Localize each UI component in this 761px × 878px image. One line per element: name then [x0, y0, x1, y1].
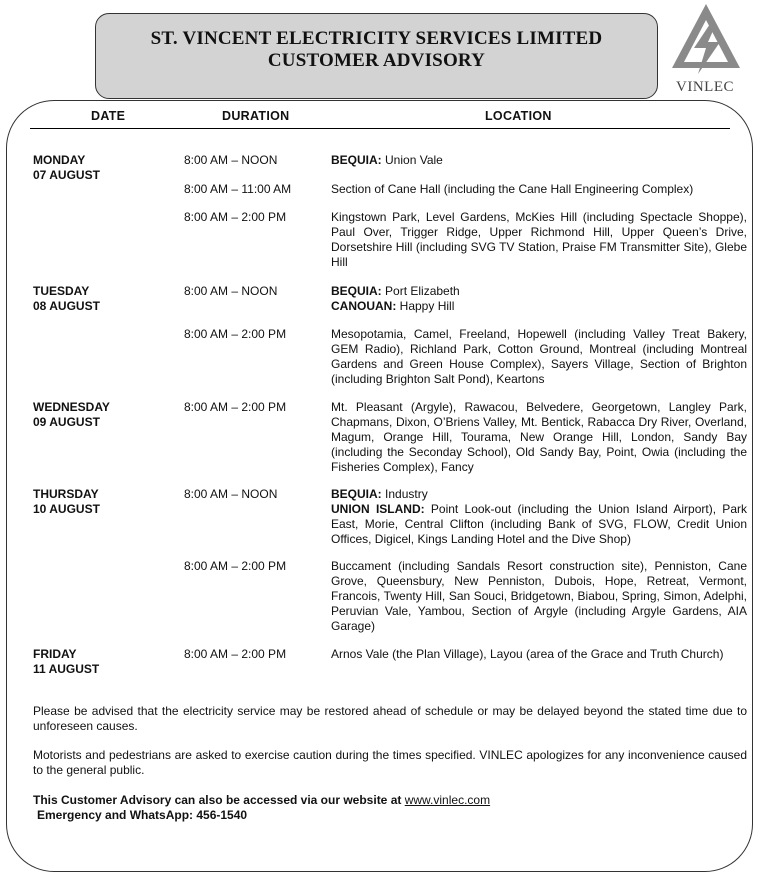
column-header-date: DATE	[91, 109, 126, 123]
duration-monday-2: 8:00 AM – 11:00 AM	[184, 182, 292, 196]
duration-tuesday-2: 8:00 AM – 2:00 PM	[184, 327, 287, 341]
duration-monday-3: 8:00 AM – 2:00 PM	[184, 210, 287, 224]
notice-caution: Motorists and pedestrians are asked to exercise caution during the times specified. VINLEC apologizes for any inconvenience caused to the general public.	[33, 748, 747, 777]
emergency-contact: Emergency and WhatsApp: 456-1540	[37, 808, 248, 822]
day-label-friday: FRIDAY 11 AUGUST	[33, 647, 100, 676]
location-thursday-1: BEQUIA: Industry UNION ISLAND: Point Look-out (including the Union Island Airport), Park East, Morie, Central Clifton (including Bank of SVG, FLOW, Credit Union Offices, Digicel, Kings Landing Hotel and the Dive Shop)	[331, 487, 747, 546]
day-label-monday: MONDAY 07 AUGUST	[33, 153, 100, 182]
location-thursday-2: Buccament (including Sandals Resort construction site), Penniston, Cane Grove, Queensbury, New Penniston, Dubois, Hope, Retreat, Vermont, Francois, Twenty Hill, San Souci, Bridgetown, Biabou, Spring, Simon, Adelphi, Peruvian Vale, Yambou, Section of Argyle (including Argyle Gardens, AIA Garage)	[331, 559, 747, 633]
header-divider	[30, 128, 730, 129]
duration-tuesday-1: 8:00 AM – NOON	[184, 284, 278, 298]
day-label-tuesday: TUESDAY 08 AUGUST	[33, 284, 100, 313]
notice-restore: Please be advised that the electricity service may be restored ahead of schedule or may be delayed beyond the stated time due to unforeseen causes.	[33, 704, 747, 733]
page-title	[95, 28, 658, 72]
duration-wednesday-1: 8:00 AM – 2:00 PM	[184, 400, 287, 414]
day-label-thursday: THURSDAY 10 AUGUST	[33, 487, 100, 516]
duration-monday-1: 8:00 AM – NOON	[184, 153, 278, 167]
column-header-location: LOCATION	[485, 109, 552, 123]
location-monday-1: BEQUIA: Union Vale	[331, 153, 443, 167]
title-line-company: ST. VINCENT ELECTRICITY SERVICES LIMITED	[150, 28, 603, 49]
duration-thursday-1: 8:00 AM – NOON	[184, 487, 278, 501]
location-monday-2: Section of Cane Hall (including the Cane Hall Engineering Complex)	[331, 182, 694, 196]
duration-friday-1: 8:00 AM – 2:00 PM	[184, 647, 287, 661]
location-tuesday-1: BEQUIA: Port Elizabeth CANOUAN: Happy Hill	[331, 284, 460, 313]
website-link[interactable]: www.vinlec.com	[404, 793, 491, 807]
location-tuesday-2: Mesopotamia, Camel, Freeland, Hopewell (including Valley Treat Bakery, GEM Radio), Richland Park, Cotton Ground, Montreal (including Montreal Gardens and Green House Complex), Sayers Village, Section of Brighton (including Brighton Salt Pond), Keartons	[331, 327, 747, 386]
location-wednesday-1: Mt. Pleasant (Argyle), Rawacou, Belvedere, Georgetown, Langley Park, Chapmans, Dixon, O’Briens Valley, Mt. Bentick, Rabacca Dry River, Overland, Magum, Orange Hill, Tourama, New Orange Hill, London, Sandy Bay (including the Seconday School), Old Sandy Bay, Point, Owia (including the Fisheries Complex), Fancy	[331, 400, 747, 474]
title-line-advisory: CUSTOMER ADVISORY	[267, 50, 486, 71]
location-monday-3: Kingstown Park, Level Gardens, McKies Hill (including Spectacle Shoppe), Paul Over, Trigger Ridge, Upper Richmond Hill, Upper Queen’s Drive, Dorsetshire Hill (including SVG TV Station, Praise FM Transmitter Site), Glebe Hill	[331, 210, 747, 269]
day-label-wednesday: WEDNESDAY 09 AUGUST	[33, 400, 110, 429]
website-notice: This Customer Advisory can also be accessed via our website at www.vinlec.com	[33, 793, 491, 807]
location-friday-1: Arnos Vale (the Plan Village), Layou (area of the Grace and Truth Church)	[331, 647, 724, 661]
column-header-duration: DURATION	[222, 109, 290, 123]
duration-thursday-2: 8:00 AM – 2:00 PM	[184, 559, 287, 573]
logo-wordmark: VINLEC	[676, 79, 734, 95]
